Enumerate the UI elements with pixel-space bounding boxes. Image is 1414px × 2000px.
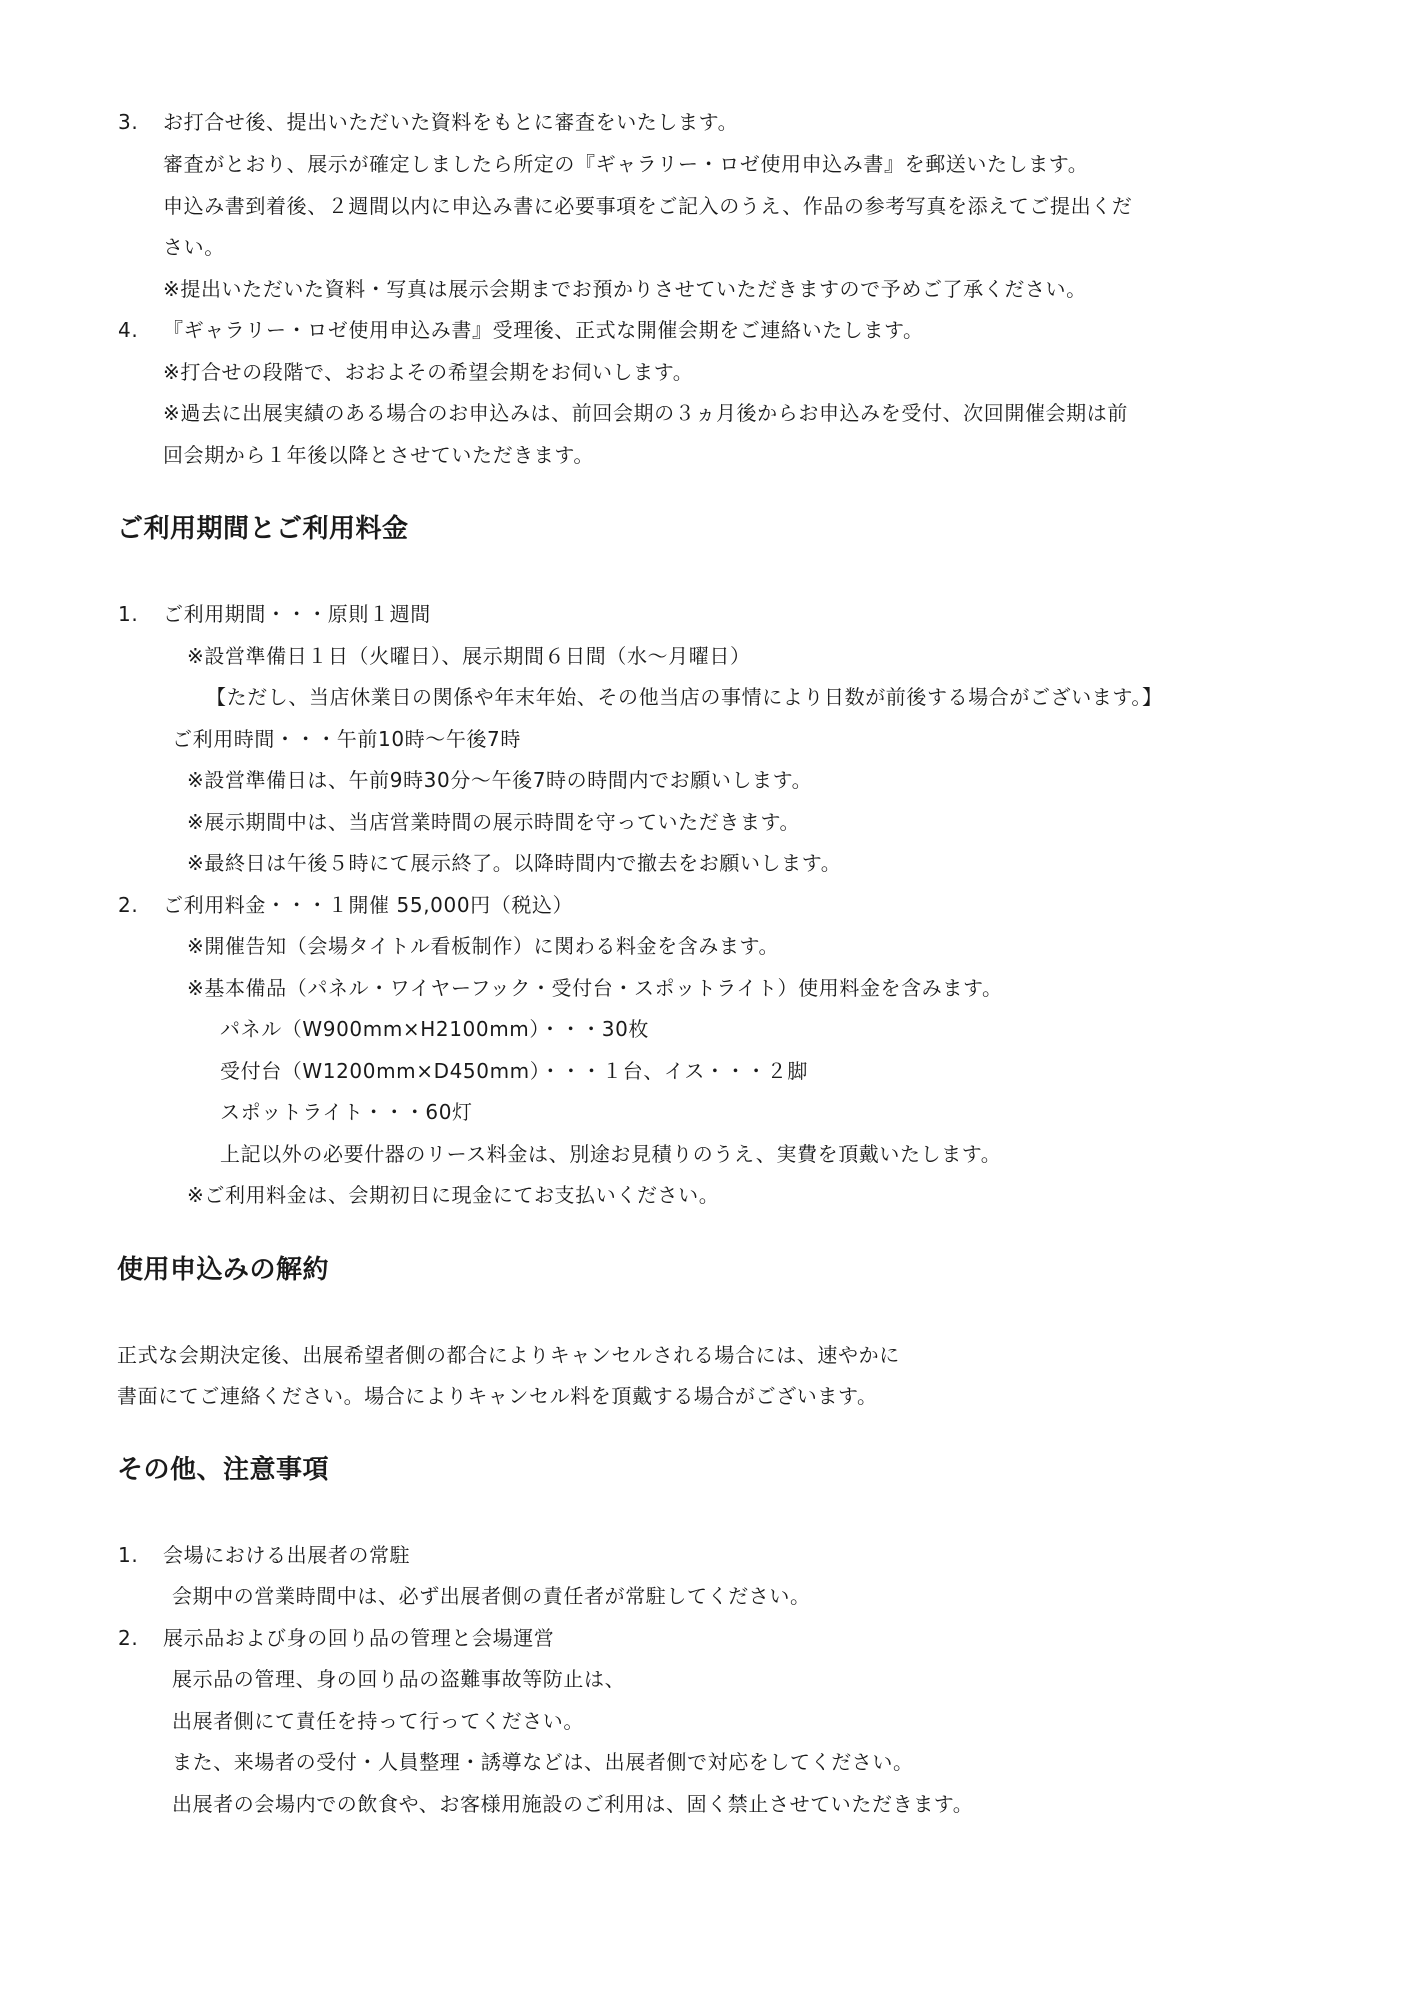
text-line: 正式な会期決定後、出展希望者側の都合によりキャンセルされる場合には、速やかに: [117, 1343, 900, 1367]
text-line: 会期中の営業時間中は、必ず出展者側の責任者が常駐してください。: [172, 1584, 811, 1608]
text-line: ※ご利用料金は、会期初日に現金にてお支払いください。: [187, 1183, 720, 1207]
text-line: ※提出いただいた資料・写真は展示会期までお預かりさせていただきますので予めご了承ください。: [163, 277, 1087, 301]
text-line: ※設営準備日１日（火曜日）、展示期間６日間（水～月曜日）: [187, 644, 751, 668]
text-line: 受付台（W1200mm×D450mm）・・・１台、イス・・・２脚: [220, 1059, 808, 1083]
text-line: 審査がとおり、展示が確定しましたら所定の『ギャラリー・ロゼ使用申込み書』を郵送いたします。: [163, 152, 1089, 176]
text-line: 『ギャラリー・ロゼ使用申込み書』受理後、正式な開催会期をご連絡いたします。: [163, 318, 924, 342]
text-line: ご利用時間・・・午前10時～午後7時: [172, 727, 521, 751]
item-number: 2.: [118, 1626, 139, 1650]
text-line: 出展者の会場内での飲食や、お客様用施設のご利用は、固く禁止させていただきます。: [172, 1792, 974, 1816]
text-line: さい。: [163, 235, 225, 259]
text-line: 回会期から１年後以降とさせていただきます。: [163, 443, 594, 467]
text-line: スポットライト・・・60灯: [220, 1100, 473, 1124]
text-line: 会場における出展者の常駐: [163, 1543, 411, 1567]
text-line: ※最終日は午後５時にて展示終了。以降時間内で撤去をお願いします。: [187, 851, 842, 875]
text-line: 申込み書到着後、２週間以内に申込み書に必要事項をご記入のうえ、作品の参考写真を添えてご提出くだ: [163, 194, 1133, 218]
section-heading: その他、注意事項: [117, 1455, 330, 1485]
text-line: ※設営準備日は、午前9時30分～午後7時の時間内でお願いします。: [187, 768, 813, 792]
text-line: ご利用料金・・・１開催 55,000円（税込）: [163, 893, 574, 917]
text-line: ご利用期間・・・原則１週間: [163, 602, 431, 626]
text-line: 展示品および身の回り品の管理と会場運営: [163, 1626, 555, 1650]
text-line: ※展示期間中は、当店営業時間の展示時間を守っていただきます。: [187, 810, 801, 834]
text-line: ※基本備品（パネル・ワイヤーフック・受付台・スポットライト）使用料金を含みます。: [187, 976, 1003, 1000]
text-line: 上記以外の必要什器のリース料金は、別途お見積りのうえ、実費を頂戴いたします。: [220, 1142, 1002, 1166]
item-number: 3.: [118, 110, 139, 134]
text-line: 展示品の管理、身の回り品の盗難事故等防止は、: [172, 1667, 626, 1691]
section-heading: ご利用期間とご利用料金: [117, 514, 409, 544]
item-number: 1.: [118, 1543, 139, 1567]
text-line: 出展者側にて責任を持って行ってください。: [172, 1709, 584, 1733]
item-number: 2.: [118, 893, 139, 917]
text-line: お打合せ後、提出いただいた資料をもとに審査をいたします。: [163, 110, 739, 134]
text-line: 書面にてご連絡ください。場合によりキャンセル料を頂戴する場合がございます。: [117, 1384, 878, 1408]
text-line: また、来場者の受付・人員整理・誘導などは、出展者側で対応をしてください。: [172, 1750, 914, 1774]
text-line: パネル（W900mm×H2100mm）・・・30枚: [220, 1017, 650, 1041]
text-line: ※過去に出展実績のある場合のお申込みは、前回会期の３ヵ月後からお申込みを受付、次回開催会期は前: [163, 401, 1128, 425]
item-number: 4.: [118, 318, 139, 342]
text-line: ※開催告知（会場タイトル看板制作）に関わる料金を含みます。: [187, 934, 780, 958]
text-line: ※打合せの段階で、おおよその希望会期をお伺いします。: [163, 360, 694, 384]
item-number: 1.: [118, 602, 139, 626]
text-line: 【ただし、当店休業日の関係や年末年始、その他当店の事情により日数が前後する場合がございます。】: [206, 685, 1163, 709]
section-heading: 使用申込みの解約: [117, 1255, 330, 1285]
